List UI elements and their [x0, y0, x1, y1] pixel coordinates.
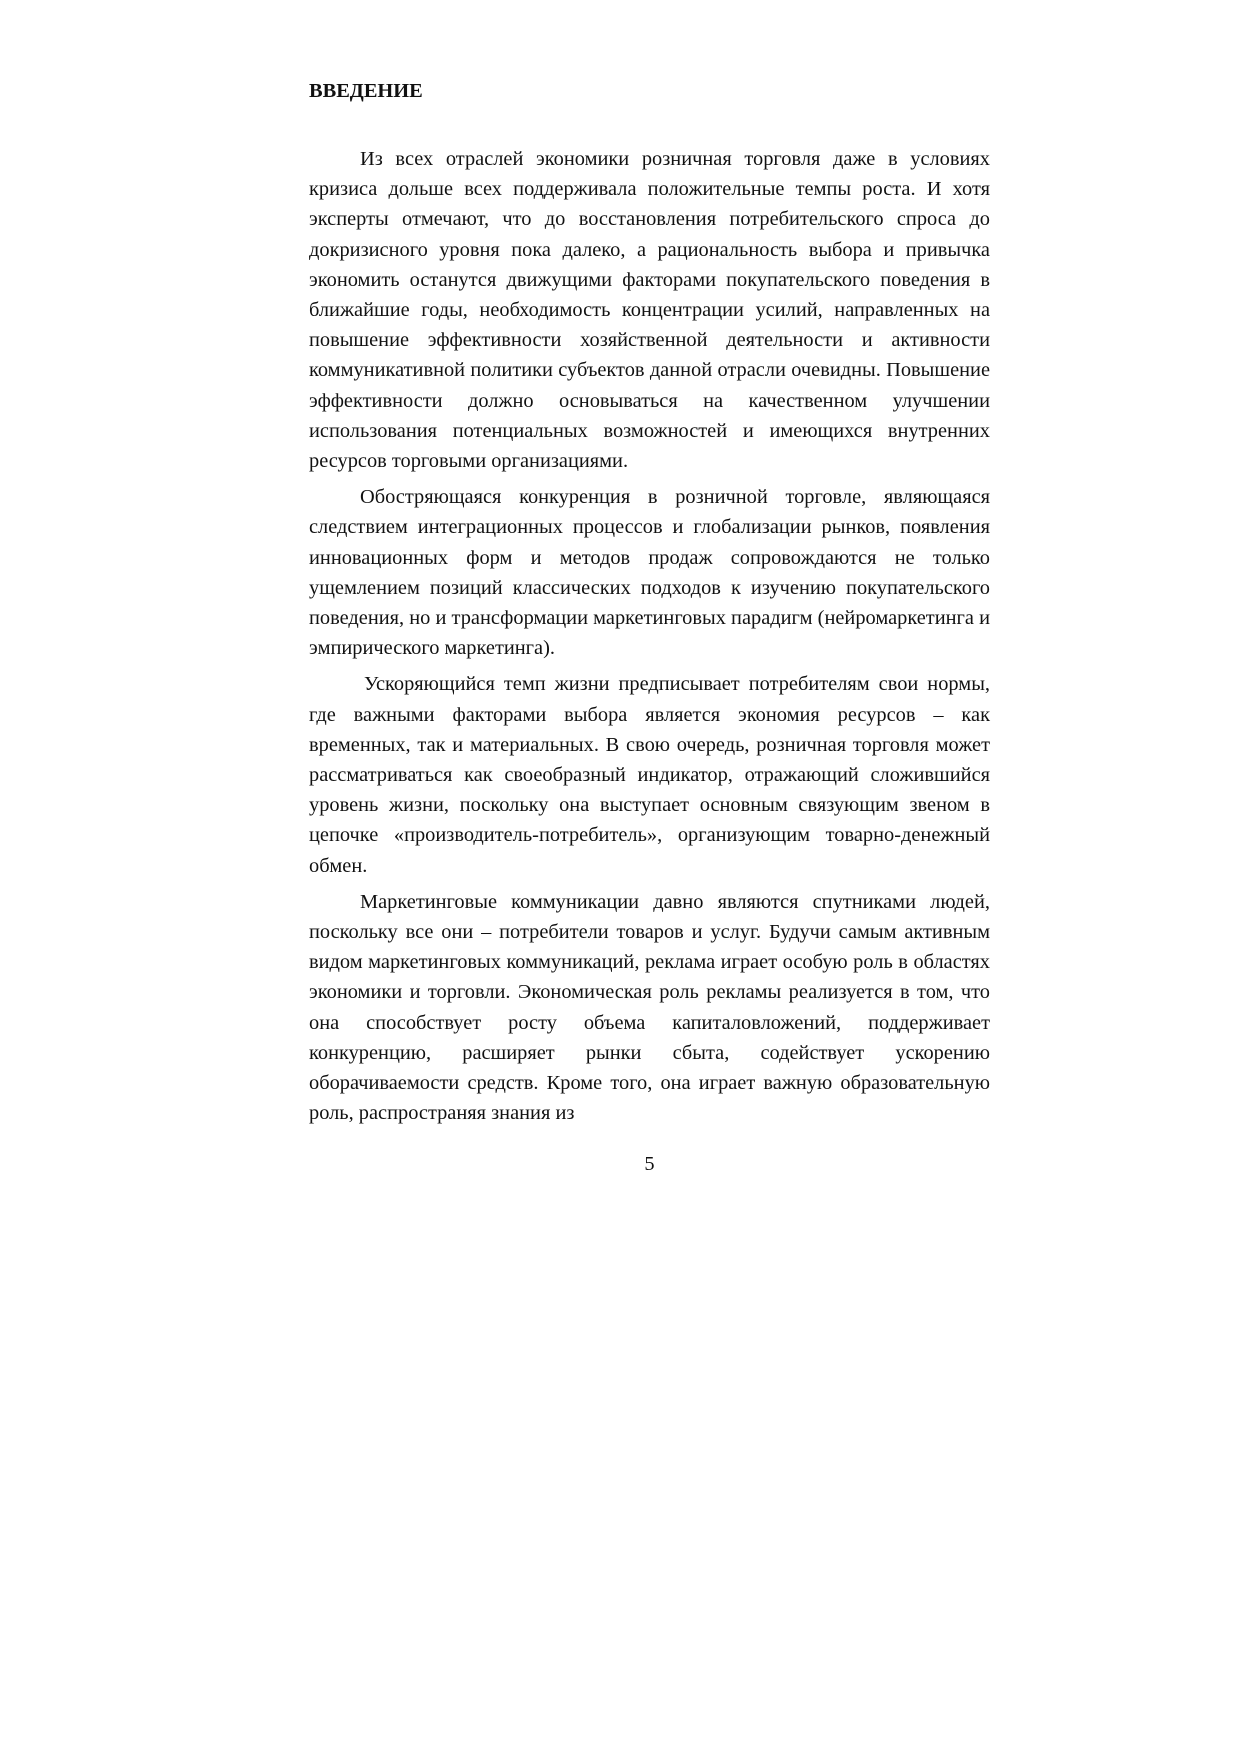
- document-page: [309, 76, 990, 1135]
- paragraph-2: Обостряющаяся конкуренция в розничной торговле, являющаяся следствием интеграционных процессов и глобализации рынков, появления инновационных форм и методов продаж сопровождаются не только ущемлением позиций классических подходов к изучению покупательского поведения, но и трансформации маркетинговых парадигм (нейромаркетинга и эмпирического маркетинга).: [309, 486, 990, 660]
- section-heading: ВВЕДЕНИЕ: [309, 80, 423, 102]
- page-number: 5: [644, 1153, 655, 1175]
- paragraph-4: Маркетинговые коммуникации давно являются спутниками людей, поскольку все они – потребители товаров и услуг. Будучи самым активным видом маркетинговых коммуникаций, реклама играет особую роль в областях экономики и торговли. Экономическая роль рекламы реализуется в том, что она способствует росту объема капиталовложений, поддерживает конкуренцию, расширяет рынки сбыта, содействует ускорению оборачиваемости средств. Кроме того, она играет важную образовательную роль, распространяя знания из: [309, 890, 990, 1125]
- paragraph-3: Ускоряющийся темп жизни предписывает потребителям свои нормы, где важными факторами выбора является экономия ресурсов – как временных, так и материальных. В свою очередь, розничная торговля может рассматриваться как своеобразный индикатор, отражающий сложившийся уровень жизни, поскольку она выступает основным связующим звеном в цепочке «производитель-потребитель», организующим товарно-денежный обмен.: [309, 673, 990, 877]
- paragraph-1: Из всех отраслей экономики розничная торговля даже в условиях кризиса дольше всех поддерживала положительные темпы роста. И хотя эксперты отмечают, что до восстановления потребительского спроса до докризисного уровня пока далеко, а рациональность выбора и привычка экономить останутся движущими факторами покупательского поведения в ближайшие годы, необходимость концентрации усилий, направленных на повышение эффективности хозяйственной деятельности и активности коммуникативной политики субъектов данной отрасли очевидны. Повышение эффективности должно основываться на качественном улучшении использования потенциальных возможностей и имеющихся внутренних ресурсов торговыми организациями.: [309, 148, 990, 473]
